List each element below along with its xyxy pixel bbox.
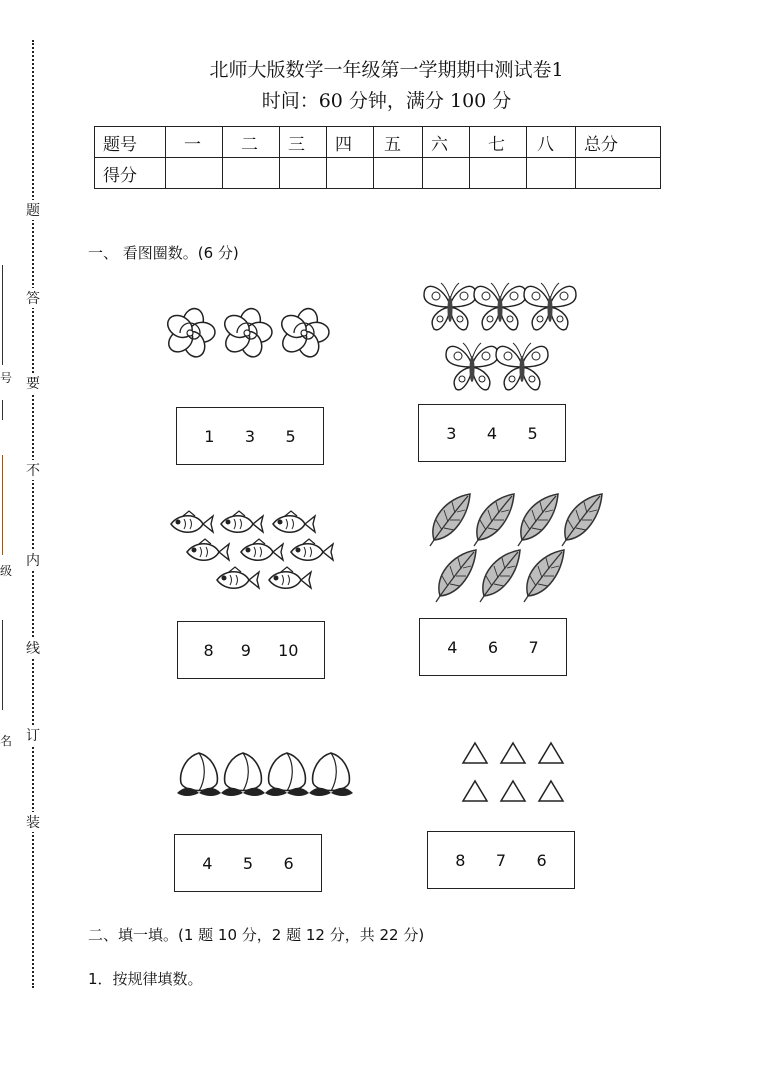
triangle-icon [539, 743, 563, 763]
option-number[interactable]: 6 [283, 853, 294, 873]
binding-char: 不 [24, 460, 42, 480]
binding-dotted-line [32, 40, 34, 988]
leaf-icon [480, 550, 520, 602]
butterfly-icon [446, 343, 498, 390]
table-cell: 四 [327, 127, 374, 158]
option-number[interactable]: 3 [446, 423, 457, 443]
flower-icon [164, 306, 216, 360]
table-cell: 六 [423, 127, 470, 158]
triangle-icon [463, 781, 487, 801]
table-cell: 二 [223, 127, 280, 158]
triangle-picture [455, 740, 575, 810]
score-input-cell[interactable] [423, 158, 470, 189]
fish-picture [165, 510, 335, 595]
question-text: 1．按规律填数。 [88, 970, 203, 988]
leaf-icon [436, 550, 476, 602]
option-number[interactable]: 6 [487, 637, 499, 657]
score-input-cell[interactable] [576, 158, 661, 189]
section-heading: 二、填一填。(1 题 10 分，2 题 12 分，共 22 分) [88, 926, 425, 944]
leaf-picture [428, 490, 603, 605]
butterfly-picture [420, 275, 585, 395]
option-number[interactable]: 1 [204, 426, 215, 446]
peach-icon [309, 753, 353, 796]
table-cell: 八 [527, 127, 576, 158]
leaf-icon [524, 550, 564, 602]
peach-icon [177, 753, 221, 796]
table-cell: 得分 [95, 158, 166, 189]
score-input-cell[interactable] [374, 158, 423, 189]
fish-icon [221, 511, 263, 532]
score-table-score-row [95, 158, 661, 189]
answer-box [177, 621, 325, 679]
answer-box [176, 407, 324, 465]
triangle-icon [501, 743, 525, 763]
fish-icon [187, 539, 229, 560]
score-input-cell[interactable] [470, 158, 527, 189]
option-number[interactable]: 7 [528, 637, 539, 657]
binding-fill-line [2, 455, 3, 555]
binding-char: 内 [24, 550, 42, 570]
butterfly-icon [424, 283, 476, 330]
leaf-icon [474, 494, 514, 546]
option-number[interactable]: 5 [242, 853, 254, 873]
answer-box [418, 404, 566, 462]
exam-subtitle: 时间：60 分钟，满分 100 分 [261, 90, 512, 112]
flower-icon [221, 306, 273, 360]
peach-icon [265, 753, 309, 796]
binding-char: 要 [24, 373, 42, 393]
option-number[interactable]: 9 [240, 640, 251, 660]
score-input-cell[interactable] [280, 158, 327, 189]
option-number[interactable]: 10 [278, 640, 299, 660]
option-number[interactable]: 3 [244, 426, 256, 446]
option-number[interactable]: 5 [527, 423, 538, 443]
binding-fragment: 级 [0, 564, 13, 578]
score-table-header-row [95, 127, 661, 158]
option-number[interactable]: 4 [447, 637, 458, 657]
triangle-icon [539, 781, 563, 801]
leaf-icon [562, 494, 602, 546]
binding-fill-line [2, 265, 3, 365]
table-cell: 总分 [576, 127, 661, 158]
triangle-icon [501, 781, 525, 801]
fish-icon [241, 539, 283, 560]
option-number[interactable]: 6 [536, 850, 547, 870]
option-number[interactable]: 4 [202, 853, 213, 873]
binding-char: 装 [24, 812, 42, 832]
butterfly-icon [524, 283, 576, 330]
fish-icon [269, 567, 311, 588]
score-input-cell[interactable] [527, 158, 576, 189]
answer-box [419, 618, 567, 676]
leaf-icon [518, 494, 558, 546]
peach-icon [221, 753, 265, 796]
binding-char: 答 [24, 288, 42, 308]
option-number[interactable]: 8 [455, 850, 466, 870]
flower-picture [168, 305, 343, 360]
binding-char: 题 [24, 200, 42, 220]
peach-picture [175, 745, 355, 800]
fish-icon [291, 539, 333, 560]
fish-icon [273, 511, 315, 532]
score-table [94, 126, 661, 189]
binding-fill-line [2, 620, 3, 710]
section-heading: 一、 看图圈数。(6 分) [88, 244, 239, 262]
fish-icon [171, 511, 213, 532]
flower-icon [278, 306, 330, 360]
answer-box [174, 834, 322, 892]
binding-char: 订 [24, 725, 42, 745]
table-cell: 五 [374, 127, 423, 158]
leaf-icon [430, 494, 470, 546]
binding-fill-line [2, 400, 3, 420]
option-number[interactable]: 7 [495, 850, 507, 870]
option-number[interactable]: 4 [486, 423, 498, 443]
option-number[interactable]: 8 [203, 640, 214, 660]
score-input-cell[interactable] [166, 158, 223, 189]
binding-fragment: 号 [0, 371, 13, 385]
table-cell: 一 [166, 127, 223, 158]
answer-box [427, 831, 575, 889]
triangle-icon [463, 743, 487, 763]
butterfly-icon [496, 343, 548, 390]
table-cell: 三 [280, 127, 327, 158]
score-input-cell[interactable] [327, 158, 374, 189]
score-input-cell[interactable] [223, 158, 280, 189]
binding-char: 线 [24, 638, 42, 658]
butterfly-icon [474, 283, 526, 330]
fish-icon [217, 567, 259, 588]
exam-title: 北师大版数学一年级第一学期期中测试卷1 [209, 59, 564, 81]
table-cell: 题号 [95, 127, 166, 158]
option-number[interactable]: 5 [285, 426, 296, 446]
binding-fragment: 名 [0, 734, 13, 748]
table-cell: 七 [470, 127, 527, 158]
